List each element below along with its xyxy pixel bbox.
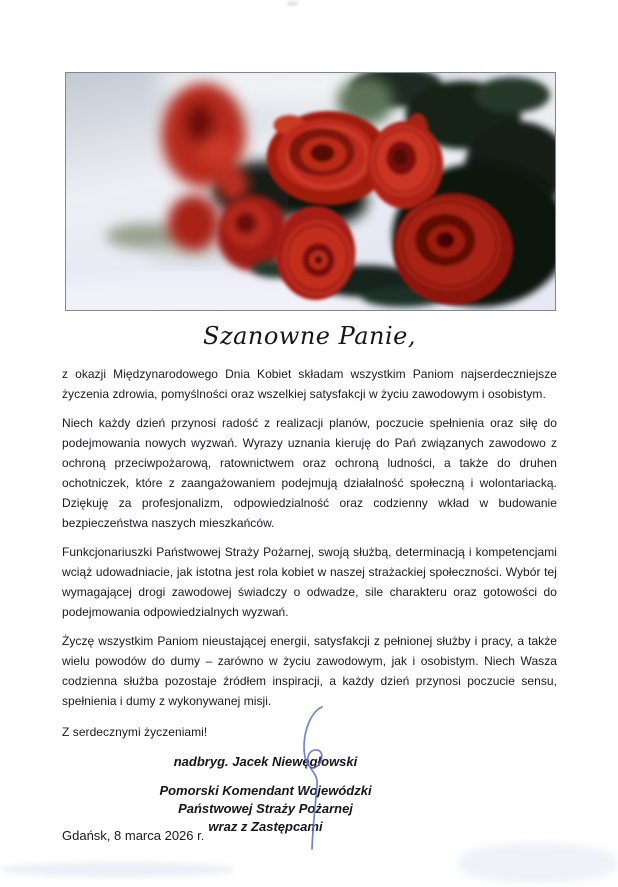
- signatory-name: nadbryg. Jacek Niewęgłowski: [173, 754, 358, 769]
- salutation: Szanowne Panie,: [203, 322, 416, 350]
- signatory-title-3: wraz z Zastępcami: [208, 819, 323, 834]
- closing-line: Z serdecznymi życzeniami!: [62, 725, 208, 739]
- paragraph-4: Życzę wszystkim Paniom nieustającej energii, satysfakcji z pełnionej służby i pracy, a także wielu powodów do dumy – zarówno w życiu zawodowym, jak i osobistym. Niech Wasza codzienna służba pozostaje źródłem inspiracji, a każdy dzień przynosi poczucie sensu, spełnienia i dumy z wykonywanej misji.: [62, 634, 557, 708]
- scan-artifact-bottom-right: [458, 843, 618, 883]
- paragraph-3: Funkcjonariuszki Państwowej Straży Pożarnej, swoją służbą, determinacją i kompetencjami wciąż udowadniacie, jak istotna jest rola kobiet w naszej strażackiej społeczności. Wybór tej wymagającej drogi zawodowej świadczy o odwadze, sile charakteru oraz gotowości do podejmowania odpowiedzialnych wyzwań.: [62, 545, 557, 619]
- signatory-title-1: Pomorski Komendant Wojewódzki: [159, 783, 372, 798]
- signature-block: [18, 754, 513, 836]
- paragraph-1: z okazji Międzynarodowego Dnia Kobiet składam wszystkim Paniom najserdeczniejsze życzenia zdrowia, pomyślności oraz wszelkiej satysfakcji w życiu zawodowym i osobistym.: [62, 367, 557, 401]
- roses-photo-illustration: [66, 73, 555, 310]
- roses-photo: [65, 72, 556, 311]
- paragraph-2: Niech każdy dzień przynosi radość z realizacji planów, poczucie spełnienia oraz siłę do podejmowania nowych wyzwań. Wyrazy uznania kieruję do Pań związanych zawodowo z ochroną przeciwpożarową, ratownictwem oraz ochroną ludności, a także do druhen ochotniczek, które z zaangażowaniem podejmują działalność społeczną i wolontariacką. Dziękuję za profesjonalizm, odpowiedzialność oraz codzienny wkład w budowanie bezpieczeństwa naszych mieszkańców.: [62, 416, 557, 530]
- dateline: Gdańsk, 8 marca 2026 r.: [62, 828, 205, 843]
- scan-artifact-bottom-left: [0, 862, 235, 877]
- scan-artifact-top: [287, 1, 298, 6]
- letter-body: [62, 322, 557, 836]
- signatory-title-2: Państwowej Straży Pożarnej: [178, 801, 353, 816]
